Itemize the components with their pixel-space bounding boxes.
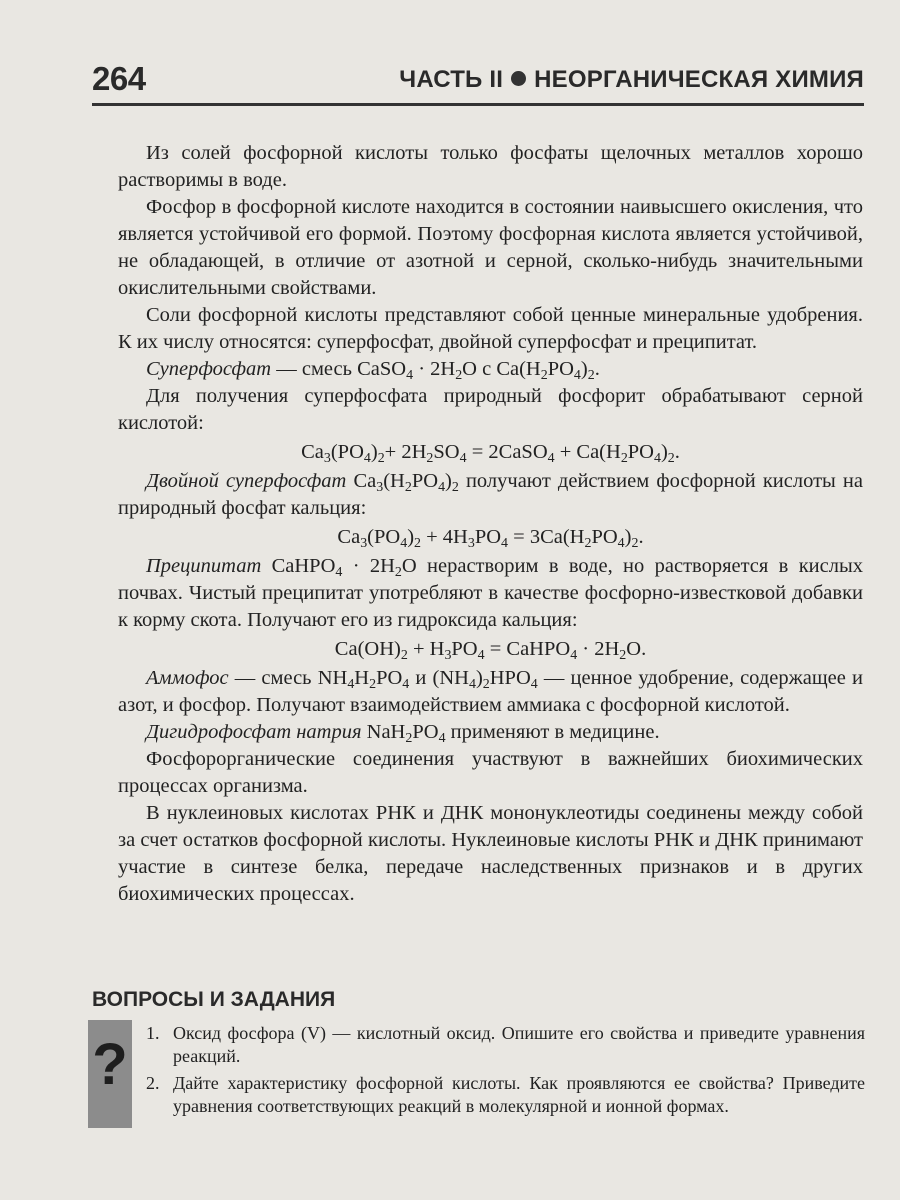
bullet-icon bbox=[511, 71, 526, 86]
paragraph: Для получения суперфосфата природный фосфорит обрабатывают серной кислотой: bbox=[118, 385, 863, 434]
running-title bbox=[399, 66, 864, 94]
superphosphate-definition: Суперфосфат — смесь CaSO$_4$ · $2H_2O$ с $Ca(H_2PO_4)_2$. bbox=[146, 358, 600, 383]
question-number: 1. bbox=[146, 1023, 160, 1043]
questions-list bbox=[140, 1022, 865, 1122]
paragraph: Соли фосфорной кислоты представляют собой ценные минеральные удобрения. К их числу относятся: суперфосфат, двойной суперфосфат и преципитат. bbox=[118, 304, 863, 353]
equation-superphosphate: $Ca_3(PO_4)_2+ 2H_2SO_4$ = 2CaSO$_4$ + $Ca(H_2PO_4)_2$. bbox=[301, 441, 680, 466]
paragraph: Из солей фосфорной кислоты только фосфаты щелочных металлов хорошо растворимы в воде. bbox=[118, 142, 863, 191]
part-label: ЧАСТЬ II bbox=[399, 66, 504, 93]
question-item bbox=[140, 1072, 865, 1118]
paragraph: Фосфор в фосфорной кислоте находится в состоянии наивысшего окисления, что является устойчивой его формой. Поэтому фосфорная кислота является устойчивой, не обладающей, в отличие от азотной и серной, сколько-нибудь значительными окислительными свойствами. bbox=[118, 196, 863, 299]
sodium-dihydrophosphate-definition: Дигидрофосфат натрия $NaH_2PO_4$ применяют в медицине. bbox=[146, 721, 660, 746]
paragraph: В нуклеиновых кислотах РНК и ДНК мононуклеотиды соединены между собой за счет остатков фосфорной кислоты. Нуклеиновые кислоты РНК и ДНК принимают участие в синтезе белка, передаче наследственных признаков и в других биохимических процессах. bbox=[118, 802, 863, 905]
term: Аммофос bbox=[146, 667, 229, 689]
section-label: НЕОРГАНИЧЕСКАЯ ХИМИЯ bbox=[534, 66, 864, 93]
paragraph: Фосфорорганические соединения участвуют в важнейших биохимических процессах организма. bbox=[118, 748, 863, 797]
term: Двойной суперфосфат bbox=[146, 470, 347, 492]
question-item bbox=[140, 1022, 865, 1068]
double-superphosphate-definition: Двойной суперфосфат $Ca_3(H_2PO_4)_2$ получают действием фосфорной кислоты на природный фосфат кальция: bbox=[118, 470, 863, 519]
equation-double-superphosphate: $Ca_3(PO_4)_2 + 4H_3PO_4 = 3Ca(H_2PO_4)_2$. bbox=[337, 526, 644, 551]
question-mark-icon: ? bbox=[88, 1020, 132, 1128]
equation-precipitate: $Ca(OH)_2 + H_3PO_4$ = CaHPO$_4$ · $2H_2O$. bbox=[334, 638, 647, 663]
question-text: Дайте характеристику фосфорной кислоты. Как проявляются ее свойства? Приведите уравнения соответствующих реакций в молекулярной и ионной формах. bbox=[173, 1073, 865, 1116]
term: Дигидрофосфат натрия bbox=[146, 721, 362, 743]
ammophos-definition: Аммофос — смесь $NH_4H_2PO_4$ и $(NH_4)_2HPO_4$ — ценное удобрение, содержащее и азот, и фосфор. Получают взаимодействием аммиака с фосфорной кислотой. bbox=[118, 667, 863, 716]
term: Суперфосфат bbox=[146, 358, 272, 380]
question-number: 2. bbox=[146, 1073, 160, 1093]
question-text: Оксид фосфора (V) — кислотный оксид. Опишите его свойства и приведите уравнения реакций. bbox=[173, 1023, 865, 1066]
term: Преципитат bbox=[146, 555, 262, 577]
precipitate-definition: Преципитат CaHPO$_4$ · $2H_2O$ нерастворим в воде, но растворяется в кислых почвах. Чистый преципитат употребляют в качестве фосфорно-известковой добавки к корму скота. Получают его из гидроксида кальция: bbox=[118, 555, 863, 631]
page-number: 264 bbox=[92, 60, 146, 97]
questions-title: ВОПРОСЫ И ЗАДАНИЯ bbox=[92, 988, 336, 1011]
page-header bbox=[92, 58, 864, 102]
header-rule bbox=[92, 103, 864, 106]
main-text bbox=[118, 140, 863, 908]
